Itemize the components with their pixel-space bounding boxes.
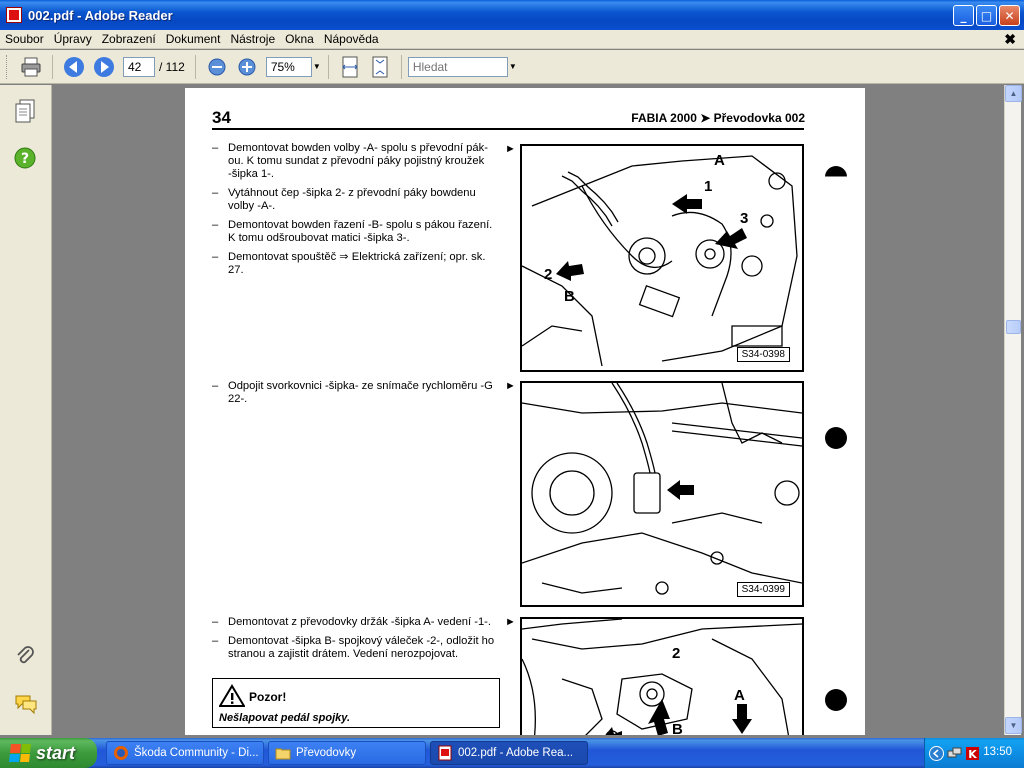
firefox-icon xyxy=(113,745,129,761)
figure-drawing xyxy=(522,383,802,605)
taskbar-item-skoda-community[interactable] xyxy=(106,741,264,765)
page-number: 34 xyxy=(212,108,231,127)
page-total: / 112 xyxy=(159,59,185,74)
search-dropdown-icon[interactable]: ▼ xyxy=(508,62,517,71)
figure-callout: 3 xyxy=(740,210,749,227)
fit-page-icon[interactable] xyxy=(368,55,392,79)
document-view[interactable] xyxy=(52,85,1004,735)
steps-section-3 xyxy=(212,616,502,667)
toolbar-separator xyxy=(195,55,196,79)
comments-icon[interactable] xyxy=(14,693,38,717)
margin-marker xyxy=(825,689,847,711)
window-controls xyxy=(953,5,1020,26)
tray-expand-icon[interactable] xyxy=(929,746,944,761)
menu-zobrazeni[interactable]: Zobrazení xyxy=(101,32,156,46)
pointer-arrow: ► xyxy=(505,143,516,155)
toolbar-separator xyxy=(52,55,53,79)
menu-okna[interactable]: Okna xyxy=(285,32,314,46)
clock[interactable]: 13:50 xyxy=(983,746,1012,758)
folder-icon xyxy=(275,745,291,761)
step-item: – Vytáhnout čep -šipka 2- z převodní páky bowdenu volby -A-. xyxy=(212,187,476,212)
title-bar xyxy=(0,0,1024,30)
figure-callout: 1 xyxy=(704,178,713,195)
start-label: start xyxy=(36,742,76,763)
figure-drawing xyxy=(522,146,802,370)
figure-3 xyxy=(520,617,804,735)
help-icon[interactable] xyxy=(14,147,38,171)
figure-callout: 2 xyxy=(672,645,681,662)
warning-title: Pozor! xyxy=(249,690,287,704)
svg-text:?: ? xyxy=(20,151,30,167)
svg-text:K: K xyxy=(968,747,977,761)
warning-icon xyxy=(219,684,245,711)
toolbar-separator xyxy=(328,55,329,79)
step-item: – Demontovat bowden řazení -B- spolu s pákou řazení. K tomu odšroubovat matici -šipka 3-. xyxy=(212,219,493,244)
figure-s34-0398 xyxy=(520,144,804,372)
zoom-in-icon[interactable] xyxy=(235,55,259,79)
previous-page-icon[interactable] xyxy=(62,55,86,79)
warning-box xyxy=(212,678,500,728)
vertical-scrollbar[interactable] xyxy=(1004,85,1021,735)
step-item: – Odpojit svorkovnici -šipka- ze snímače rychloměru -G 22-. xyxy=(212,380,493,405)
taskbar-item-label: Škoda Community - Di... xyxy=(134,747,259,759)
toolbar-separator xyxy=(401,55,402,79)
taskbar-item-label: 002.pdf - Adobe Rea... xyxy=(458,747,574,759)
menu-nastroje[interactable]: Nástroje xyxy=(230,32,276,46)
figure-s34-0399 xyxy=(520,381,804,607)
menu-upravy[interactable]: Úpravy xyxy=(53,32,92,46)
minimize-button[interactable]: _ xyxy=(953,5,974,26)
menu-bar xyxy=(0,30,1024,49)
margin-marker xyxy=(825,427,847,449)
steps-section-2 xyxy=(212,380,502,412)
adobe-reader-icon xyxy=(6,7,22,23)
system-tray xyxy=(924,738,1024,768)
attachments-icon[interactable] xyxy=(14,645,38,669)
fit-width-icon[interactable] xyxy=(338,55,362,79)
window-title: 002.pdf - Adobe Reader xyxy=(28,7,173,23)
taskbar-item-prevodovky[interactable] xyxy=(268,741,426,765)
windows-flag-icon xyxy=(9,744,31,762)
menu-soubor[interactable]: Soubor xyxy=(5,32,44,46)
pdf-icon xyxy=(437,745,453,761)
pdf-page xyxy=(185,88,865,735)
close-document-button[interactable]: ✖ xyxy=(1004,31,1016,47)
figure-label: S34-0399 xyxy=(737,582,790,597)
taskbar xyxy=(0,738,1024,768)
figure-callout: 2 xyxy=(544,266,553,283)
next-page-icon[interactable] xyxy=(92,55,116,79)
header-rule xyxy=(212,128,804,130)
taskbar-item-label: Převodovky xyxy=(296,747,357,759)
toolbar-grip xyxy=(6,55,9,79)
pages-icon[interactable] xyxy=(14,99,38,123)
figure-callout: B xyxy=(672,721,683,735)
menu-dokument[interactable]: Dokument xyxy=(165,32,221,46)
page-number-input[interactable] xyxy=(123,57,155,77)
toolbar xyxy=(0,50,1024,84)
steps-section-1 xyxy=(212,142,502,283)
figure-callout: B xyxy=(564,288,575,305)
print-icon[interactable] xyxy=(19,55,43,79)
scroll-down-button[interactable]: ▼ xyxy=(1005,717,1022,734)
zoom-input[interactable] xyxy=(266,57,312,77)
step-item: – Demontovat spouštěč ⇒ Elektrická zařízení; opr. sk. 27. xyxy=(212,251,486,276)
zoom-dropdown-icon[interactable]: ▼ xyxy=(312,62,321,71)
warning-body: Nešlapovat pedál spojky. xyxy=(219,712,351,724)
network-icon[interactable] xyxy=(947,746,962,761)
start-button[interactable] xyxy=(0,738,97,768)
margin-marker xyxy=(825,166,847,188)
taskbar-item-adobe-reader[interactable] xyxy=(430,741,588,765)
menu-napoveda[interactable]: Nápověda xyxy=(323,32,379,46)
close-button[interactable]: ✕ xyxy=(999,5,1020,26)
pointer-arrow: ► xyxy=(505,616,516,628)
step-item: – Demontovat z převodovky držák -šipka A- vedení -1-. xyxy=(212,616,492,628)
pointer-arrow: ► xyxy=(505,380,516,392)
step-item: – Demontovat bowden volby -A- spolu s převodní pák-ou. K tomu sundat z převodní páky pojistný kroužek -šipka 1-. xyxy=(212,142,488,180)
figure-callout: A xyxy=(714,152,725,169)
search-input[interactable] xyxy=(408,57,508,77)
antivirus-icon[interactable] xyxy=(965,746,980,761)
zoom-out-icon[interactable] xyxy=(205,55,229,79)
scroll-up-button[interactable]: ▲ xyxy=(1005,85,1022,102)
page-header: FABIA 2000 ➤ Převodovka 002 xyxy=(631,111,805,125)
figure-label: S34-0398 xyxy=(737,347,790,362)
figure-drawing xyxy=(522,619,802,735)
step-item: – Demontovat -šipka B- spojkový váleček -2-, odložit ho stranou a zajistit drátem. Vedení nerozpojovat. xyxy=(212,635,495,660)
figure-callout: A xyxy=(734,687,745,704)
scrollbar-thumb[interactable] xyxy=(1006,320,1021,334)
maximize-button[interactable]: □ xyxy=(976,5,997,26)
navigation-pane xyxy=(0,85,52,735)
